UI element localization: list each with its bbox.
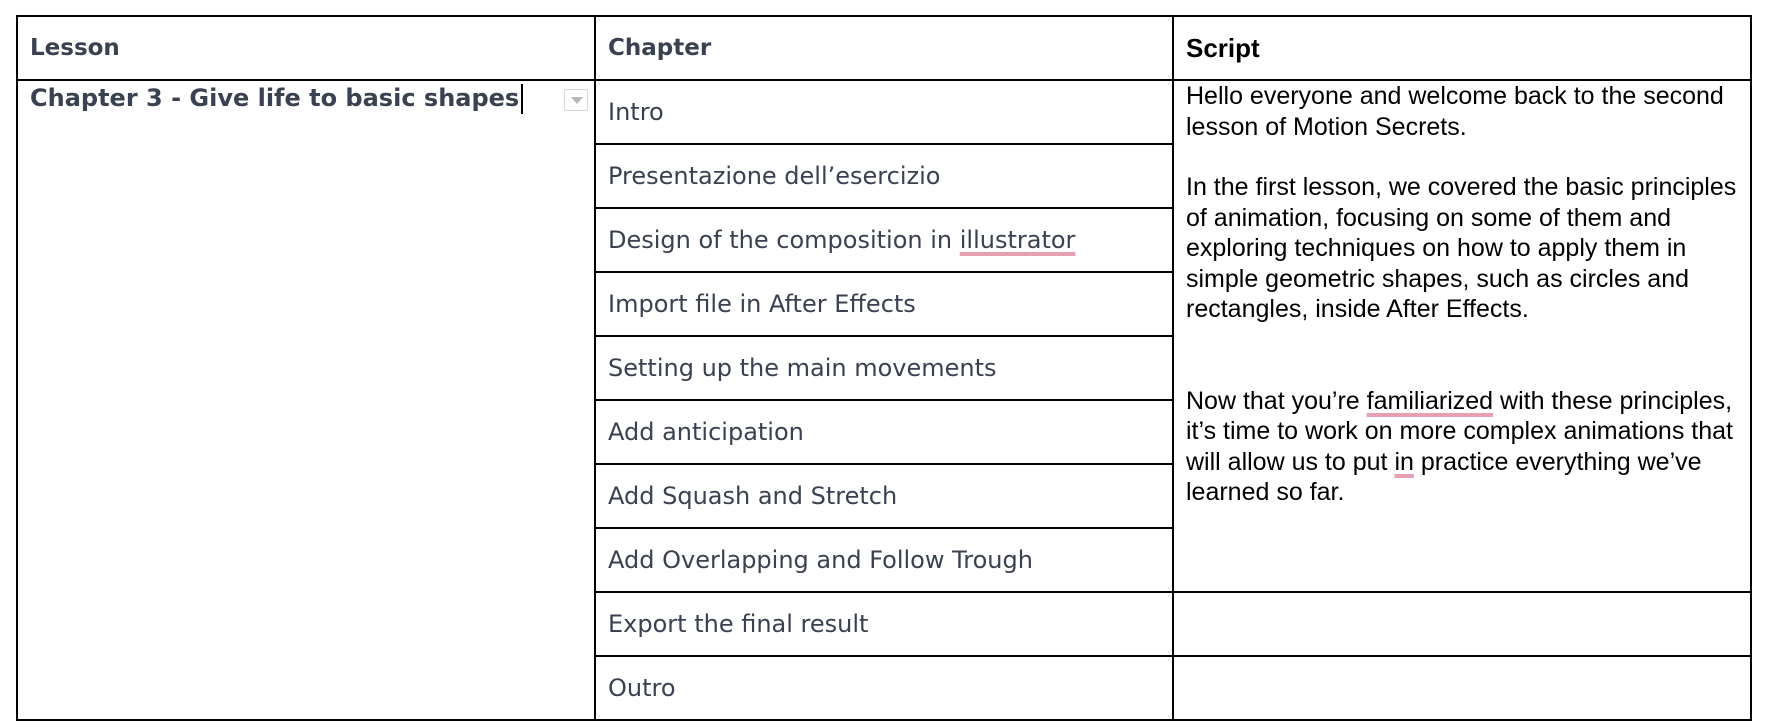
chapter-cell[interactable]: Add Overlapping and Follow Trough — [595, 528, 1173, 592]
header-script[interactable]: Script — [1173, 16, 1751, 80]
lesson-title[interactable]: Chapter 3 - Give life to basic shapes — [30, 84, 520, 112]
script-cell-empty[interactable] — [1173, 656, 1751, 720]
table-row — [17, 80, 1751, 144]
lesson-cell[interactable] — [17, 80, 595, 720]
chapter-cell[interactable]: Export the final result — [595, 592, 1173, 656]
header-row — [17, 16, 1751, 80]
script-paragraph: Hello everyone and welcome back to the second lesson of Motion Secrets. — [1186, 82, 1724, 141]
chapter-cell[interactable]: Presentazione dell’esercizio — [595, 144, 1173, 208]
header-chapter[interactable]: Chapter — [595, 16, 1173, 80]
chapter-cell-outro[interactable]: Outro — [595, 656, 1173, 720]
spellcheck-word[interactable]: in — [1394, 447, 1414, 476]
script-text: with these principles, it’s time to work on more complex animations that will allow us to put — [1186, 386, 1733, 476]
chapter-cell[interactable]: Setting up the main movements — [595, 336, 1173, 400]
chapter-cell[interactable]: Import file in After Effects — [595, 272, 1173, 336]
lesson-table — [16, 15, 1752, 721]
script-text: Now that you’re — [1186, 386, 1367, 415]
script-cell-empty[interactable] — [1173, 592, 1751, 656]
chapter-cell[interactable] — [595, 208, 1173, 272]
spellcheck-word[interactable]: illustrator — [959, 226, 1076, 254]
chapter-cell[interactable]: Add anticipation — [595, 400, 1173, 464]
header-lesson[interactable]: Lesson — [17, 16, 595, 80]
chapter-text: Design of the composition in — [608, 226, 960, 254]
dropdown-arrow-icon[interactable] — [564, 89, 588, 111]
script-text: practice everything we’ve learned so far. — [1186, 447, 1702, 506]
text-cursor — [521, 84, 523, 114]
chapter-cell[interactable]: Add Squash and Stretch — [595, 464, 1173, 528]
script-cell[interactable] — [1173, 80, 1751, 592]
script-paragraph — [1186, 386, 1738, 508]
chapter-cell-intro[interactable]: Intro — [595, 80, 1173, 144]
script-paragraph: In the first lesson, we covered the basic principles of animation, focusing on some of them and exploring techniques on how to apply them in simple geometric shapes, such as circles and rectangles, inside After Effects. — [1186, 173, 1737, 323]
spellcheck-word[interactable]: familiarized — [1366, 386, 1494, 415]
